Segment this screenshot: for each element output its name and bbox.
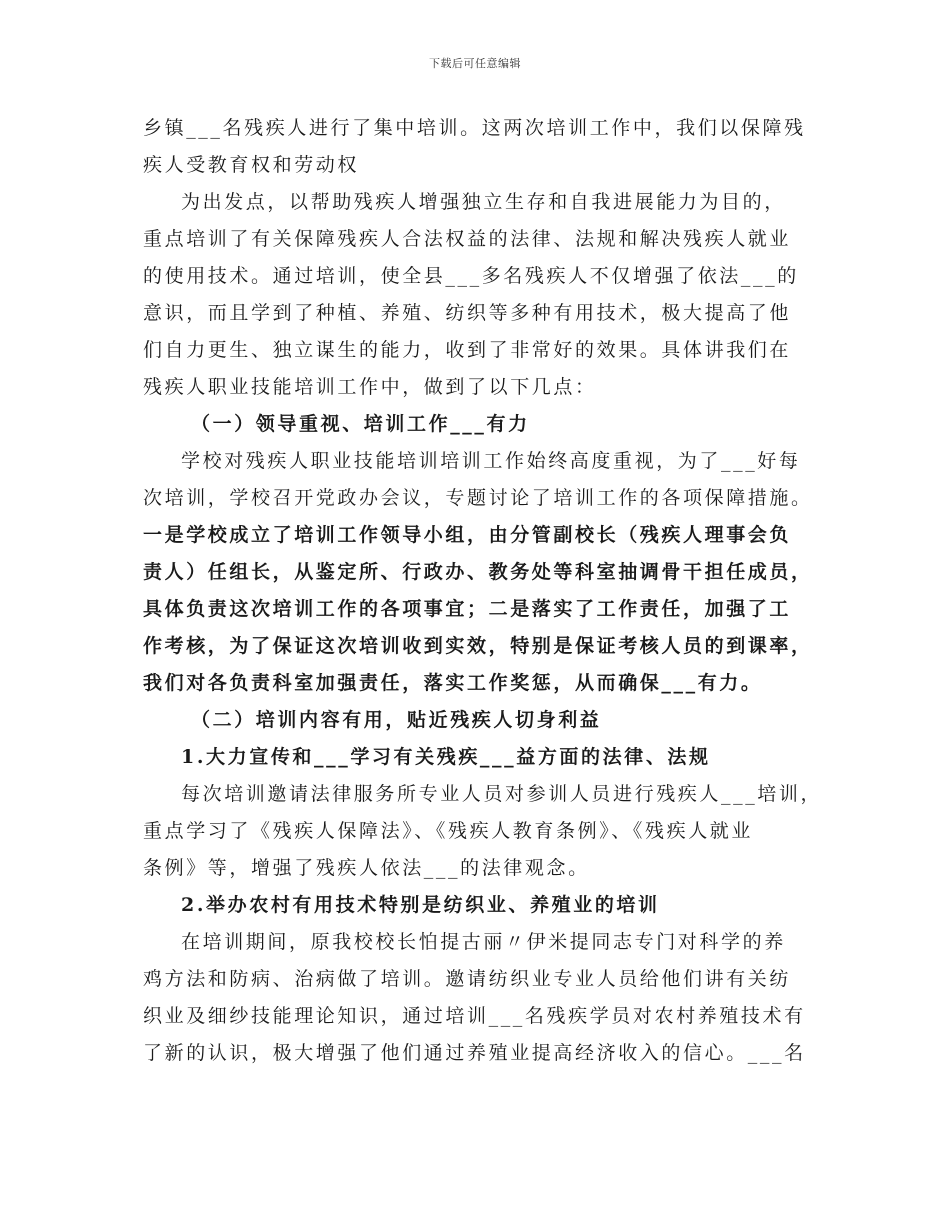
- text-line: 学校对残疾人职业技能培训培训工作始终高度重视，为了___好每: [181, 450, 801, 472]
- text-line: 疾人受教育权和劳动权: [143, 154, 360, 176]
- text-line: 我们对各负责科室加强责任，落实工作奖惩，从而确保___有力。: [143, 672, 763, 694]
- text-line: 了新的认识，极大增强了他们通过养殖业提高经济收入的信心。___名: [143, 1042, 806, 1064]
- text-line: 2.举办农村有用技术特别是纺织业、养殖业的培训: [181, 894, 660, 916]
- text-line: 具体负责这次培训工作的各项事宜；二是落实了工作责任，加强了工: [143, 598, 792, 620]
- text-line: 们自力更生、独立谋生的能力，收到了非常好的效果。具体讲我们在: [143, 339, 792, 361]
- page-header: 下载后可任意编辑: [429, 57, 521, 70]
- document-body: [143, 110, 833, 1072]
- text-line: 残疾人职业技能培训工作中，做到了以下几点：: [143, 376, 597, 398]
- text-line: 为出发点，以帮助残疾人增强独立生存和自我进展能力为目的，: [181, 191, 786, 213]
- text-line: 1.大力宣传和___学习有关残疾___益方面的法律、法规: [181, 746, 711, 768]
- text-line: 织业及细纱技能理论知识，通过培训___名残疾学员对农村养殖技术有: [143, 1005, 806, 1027]
- text-line: 的使用技术。通过培训，使全县___多名残疾人不仅增强了依法___的: [143, 265, 799, 287]
- text-line: （二）培训内容有用，贴近残疾人切身利益: [191, 709, 602, 731]
- text-line: 在培训期间，原我校校长怕提古丽〃伊米提同志专门对科学的养: [181, 931, 786, 953]
- text-line: 每次培训邀请法律服务所专业人员对参训人员进行残疾人___培训，: [181, 783, 823, 805]
- text-line: 作考核，为了保证这次培训收到实效，特别是保证考核人员的到课率，: [143, 635, 813, 657]
- text-line: 责人）任组长，从鉴定所、行政办、教务处等科室抽调骨干担任成员，: [143, 561, 813, 583]
- text-line: 条例》等，增强了残疾人依法___的法律观念。: [143, 857, 590, 879]
- text-line: 意识，而且学到了种植、养殖、纺织等多种有用技术，极大提高了他: [143, 302, 792, 324]
- text-line: 次培训，学校召开党政办会议，专题讨论了培训工作的各项保障措施。: [143, 487, 813, 509]
- text-line: 乡镇___名残疾人进行了集中培训。这两次培训工作中，我们以保障残: [143, 117, 806, 139]
- text-line: 鸡方法和防病、治病做了培训。邀请纺织业专业人员给他们讲有关纺: [143, 968, 792, 990]
- text-line: （一）领导重视、培训工作___有力: [191, 413, 530, 435]
- text-line: 重点学习了《残疾人保障法》、《残疾人教育条例》、《残疾人就业: [143, 820, 754, 842]
- text-line: 重点培训了有关保障残疾人合法权益的法律、法规和解决残疾人就业: [143, 228, 792, 250]
- text-line: 一是学校成立了培训工作领导小组，由分管副校长（残疾人理事会负: [143, 524, 792, 546]
